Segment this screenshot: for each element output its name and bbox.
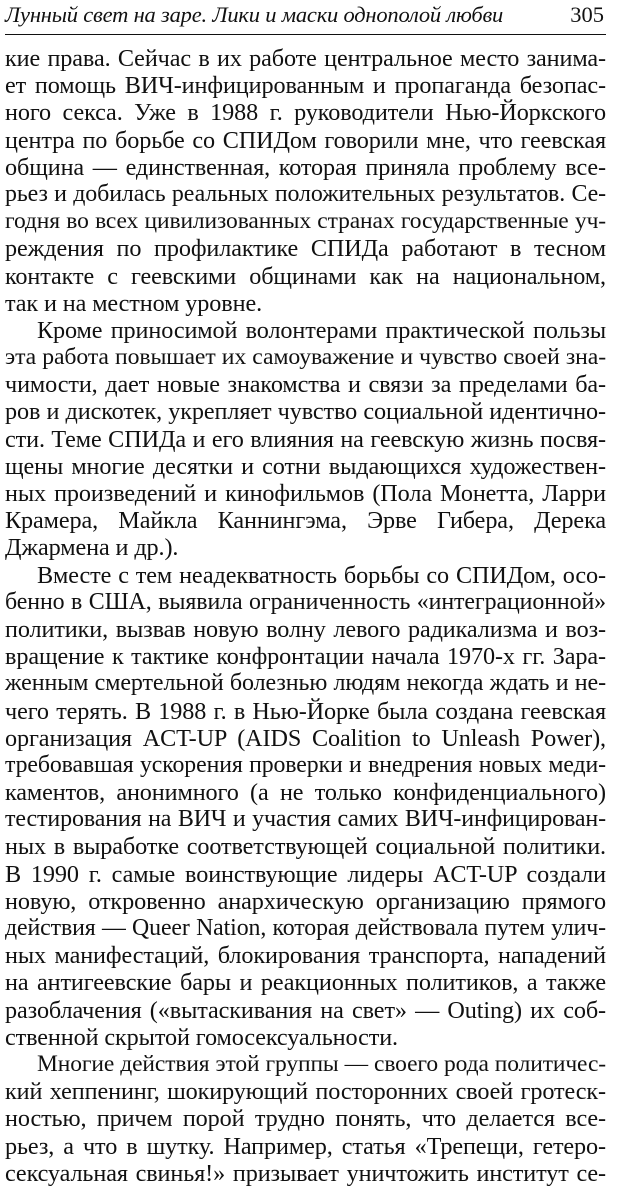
text-line: ственной скрытой гомосексуальности. (5, 1023, 399, 1051)
text-line: рьез и добилась реальных положительных результатов. Се- (5, 180, 606, 207)
text-line: Крамера, Майкла Каннингэма, Эрве Гибера, Дерека (5, 507, 606, 535)
text-line: тестирования на ВИЧ и участия самих ВИЧ-инфицирован- (5, 806, 606, 833)
running-title: Лунный свет на заре. Лики и маски однополой любви (5, 2, 504, 27)
text-line: вращение к тактике конфронтации начала 1970-х гг. Зара- (5, 643, 606, 671)
text-line: щены многие десятки и сотни выдающихся художествен- (5, 452, 606, 480)
text-line: ных манифестаций, блокирования транспорта, нападений (5, 942, 606, 970)
text-line: реждения по профилактике СПИДа работают в тесном (5, 235, 606, 263)
text-line: сти. Теме СПИДа и его влияния на геевскую жизнь посвя- (5, 425, 606, 453)
text-line: Джармена и др.). (5, 534, 179, 562)
text-line: политики, вызвав новую волну левого радикализма и воз- (5, 615, 606, 643)
text-line: В 1990 г. самые воинствующие лидеры ACT-UP создали (5, 860, 606, 888)
text-line: контакте с геевскими общинами как на национальном, (5, 262, 606, 290)
text-line: Вместе с тем неадекватность борьбы со СПИДом, осо- (37, 561, 606, 589)
text-line: женным смертельной болезнью людям некогда ждать и не- (5, 670, 606, 697)
text-line: ных произведений и кинофильмов (Пола Монетта, Ларри (5, 480, 606, 507)
text-line: ров и дискотек, укрепляет чувство социальной идентично- (5, 398, 606, 426)
text-line: община — единственная, которая приняла проблему все- (5, 153, 606, 181)
text-line: рьез, а что в шутку. Например, статья «Трепещи, гетеро- (5, 1132, 606, 1160)
text-line: так и на местном уровне. (5, 289, 263, 317)
text-line: эта работа повышает их самоуважение и чувство своей зна- (5, 344, 606, 371)
text-line: чего терять. В 1988 г. в Нью-Йорке была создана геевская (5, 697, 606, 725)
text-line: ных в выработке соответствующей социальной политики. (5, 833, 606, 861)
text-line: организация ACT-UP (AIDS Coalition to Unleash Power), (5, 724, 606, 752)
text-line: разоблачения («вытаскивания на свет» — Outing) их соб- (5, 996, 606, 1024)
text-line: ет помощь ВИЧ-инфицированным и пропаганда безопас- (5, 72, 606, 100)
text-line: бенно в США, выявила ограниченность «интеграционной» (5, 588, 606, 615)
text-line: ностью, причем порой трудно понять, что делается все- (5, 1105, 606, 1133)
text-line: ного секса. Уже в 1988 г. руководители Нью-Йоркского (5, 99, 606, 127)
page-number: 305 (570, 2, 604, 27)
text-line: на антигеевские бары и реакционных политиков, а также (5, 969, 606, 997)
text-line: требовавшая ускорения проверки и внедрения новых меди- (5, 751, 606, 778)
text-line: Многие действия этой группы — своего рода политичес- (37, 1050, 606, 1077)
text-line: кий хеппенинг, шокирующий посторонних своей гротеск- (5, 1078, 606, 1106)
text-line: годня во всех цивилизованных странах государственные уч- (5, 208, 606, 235)
text-line: новую, откровенно анархическую организацию прямого (5, 887, 606, 915)
text-line: кие права. Сейчас в их работе центральное место занима- (5, 45, 606, 72)
text-line: сексуальная свинья!» призывает уничтожить институт се- (5, 1159, 606, 1187)
running-head (5, 0, 606, 35)
body-text (5, 45, 606, 1187)
text-line: чимости, дает новые знакомства и связи за пределами ба- (5, 371, 606, 399)
text-line: каментов, анонимного (а не только конфиденциального) (5, 779, 606, 807)
text-line: Кроме приносимой волонтерами практической пользы (37, 316, 606, 344)
text-line: действия — Queer Nation, которая действовала путем улич- (5, 915, 606, 941)
text-line: центра по борьбе со СПИДом говорили мне, что геевская (5, 126, 606, 154)
